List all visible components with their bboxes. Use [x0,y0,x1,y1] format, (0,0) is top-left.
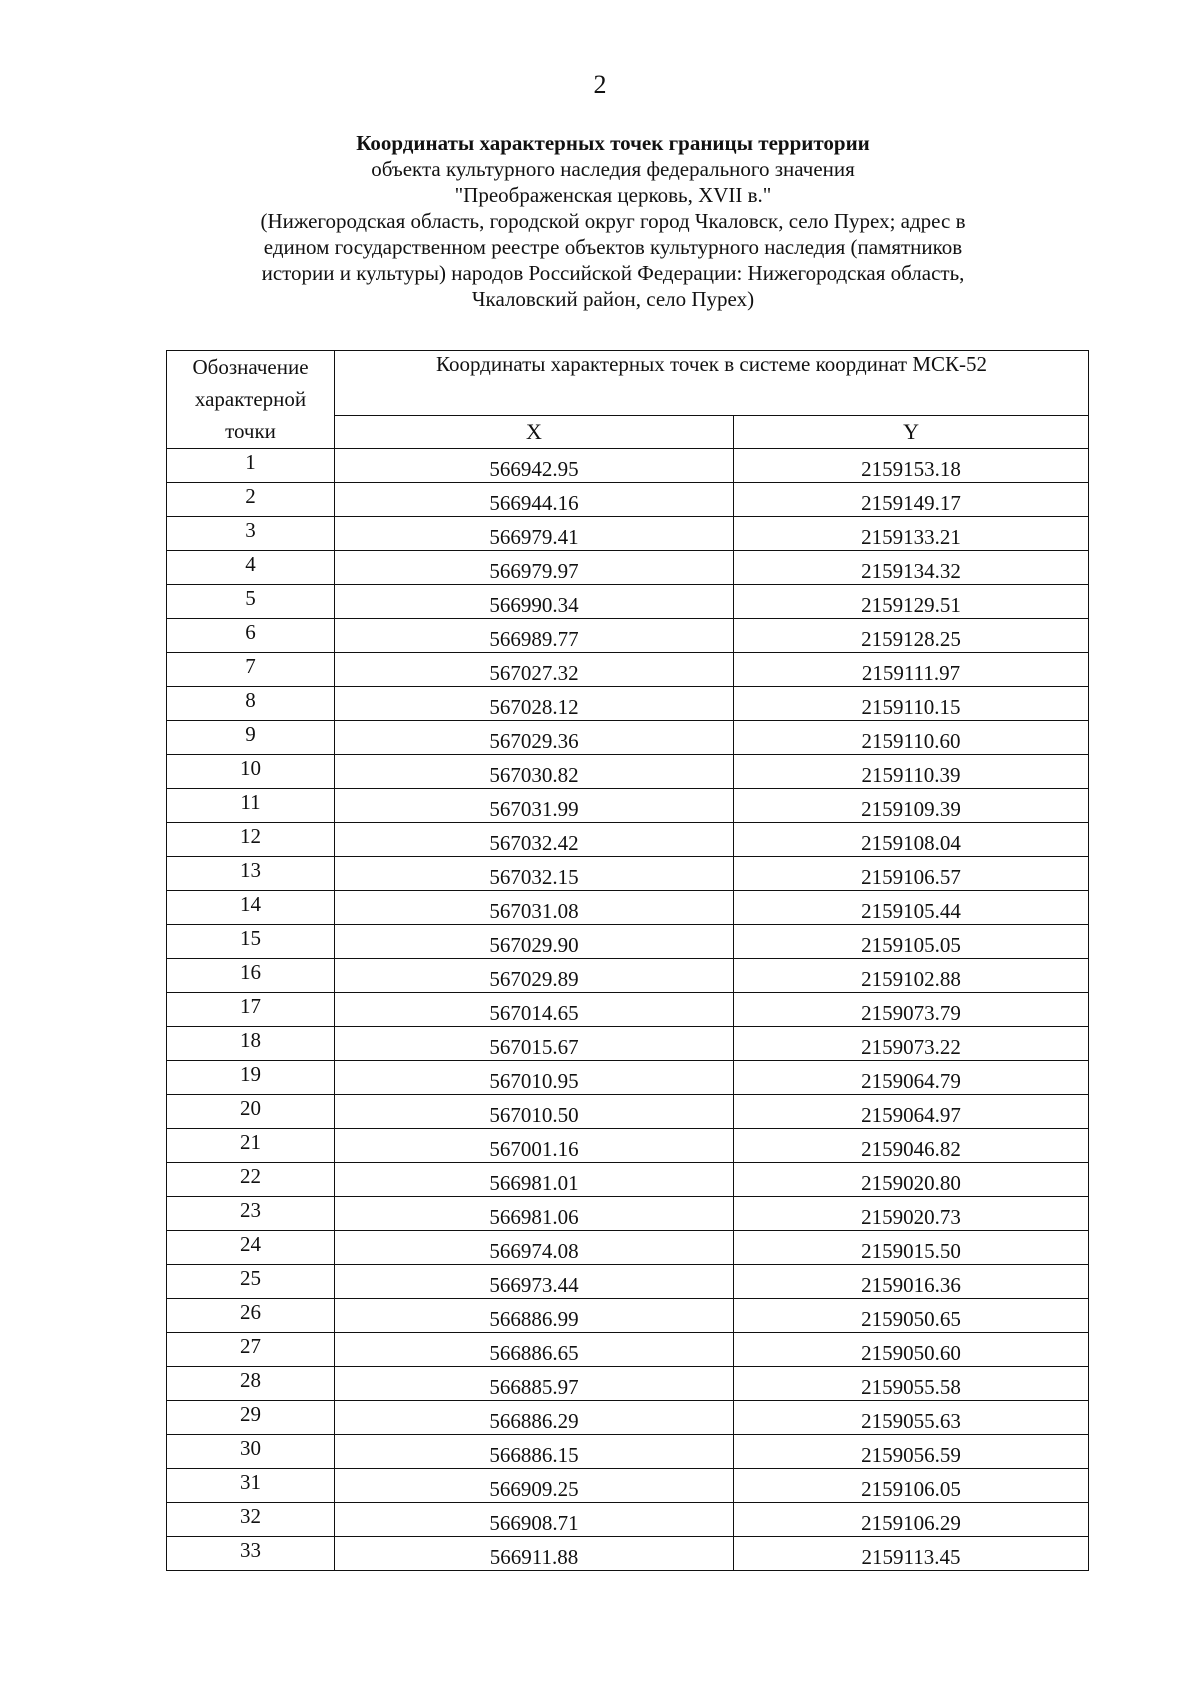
x-coordinate: 567014.65 [335,993,734,1027]
table-row [167,483,1089,517]
table-row [167,1197,1089,1231]
y-coordinate: 2159020.73 [734,1197,1089,1231]
x-coordinate: 566886.15 [335,1435,734,1469]
y-coordinate: 2159106.05 [734,1469,1089,1503]
point-number: 19 [167,1061,335,1095]
table-row [167,619,1089,653]
table-row [167,517,1089,551]
x-coordinate: 567001.16 [335,1129,734,1163]
table-row [167,551,1089,585]
heading-line: (Нижегородская область, городской округ город Чкаловск, село Пурех; адрес в [260,209,966,233]
x-coordinate: 566944.16 [335,483,734,517]
x-coordinate: 567010.50 [335,1095,734,1129]
point-number: 23 [167,1197,335,1231]
y-coordinate: 2159133.21 [734,517,1089,551]
table-row [167,1367,1089,1401]
coordinates-table [166,350,1089,1571]
y-coordinate: 2159050.60 [734,1333,1089,1367]
x-coordinate: 566886.99 [335,1299,734,1333]
table-row [167,653,1089,687]
x-coordinate: 566886.65 [335,1333,734,1367]
point-number: 10 [167,755,335,789]
point-number: 29 [167,1401,335,1435]
x-coordinate: 567031.99 [335,789,734,823]
y-coordinate: 2159056.59 [734,1435,1089,1469]
point-number: 31 [167,1469,335,1503]
point-number: 26 [167,1299,335,1333]
table-row [167,449,1089,483]
point-number: 12 [167,823,335,857]
table-row [167,755,1089,789]
y-coordinate: 2159149.17 [734,483,1089,517]
y-coordinate: 2159128.25 [734,619,1089,653]
point-number: 11 [167,789,335,823]
heading-line: едином государственном реестре объектов культурного наследия (памятников [263,235,963,259]
y-coordinate: 2159109.39 [734,789,1089,823]
table-row [167,1163,1089,1197]
heading-line: истории и культуры) народов Российской Федерации: Нижегородская область, [261,261,965,285]
point-number: 30 [167,1435,335,1469]
x-coordinate: 566979.41 [335,517,734,551]
y-coordinate: 2159015.50 [734,1231,1089,1265]
point-number: 22 [167,1163,335,1197]
y-coordinate: 2159102.88 [734,959,1089,993]
table-row [167,1401,1089,1435]
y-column-header: Y [734,416,1089,449]
x-coordinate: 566942.95 [335,449,734,483]
point-number: 18 [167,1027,335,1061]
point-number: 28 [167,1367,335,1401]
point-number: 21 [167,1129,335,1163]
point-number: 15 [167,925,335,959]
heading-line: объекта культурного наследия федерального значения [371,157,855,181]
x-coordinate: 566981.01 [335,1163,734,1197]
table-row [167,721,1089,755]
y-coordinate: 2159050.65 [734,1299,1089,1333]
y-coordinate: 2159073.22 [734,1027,1089,1061]
x-coordinate: 567031.08 [335,891,734,925]
table-row [167,1469,1089,1503]
y-coordinate: 2159055.63 [734,1401,1089,1435]
x-column-header: X [335,416,734,449]
point-designation-header: Обозначение характерной точки [167,351,335,449]
y-coordinate: 2159046.82 [734,1129,1089,1163]
x-coordinate: 567015.67 [335,1027,734,1061]
table-row [167,1537,1089,1571]
point-number: 7 [167,653,335,687]
x-coordinate: 566909.25 [335,1469,734,1503]
point-number: 13 [167,857,335,891]
y-coordinate: 2159106.57 [734,857,1089,891]
table-row [167,1231,1089,1265]
point-number: 1 [167,449,335,483]
y-coordinate: 2159064.79 [734,1061,1089,1095]
table-row [167,1129,1089,1163]
point-number: 3 [167,517,335,551]
x-coordinate: 566981.06 [335,1197,734,1231]
y-coordinate: 2159106.29 [734,1503,1089,1537]
x-coordinate: 566911.88 [335,1537,734,1571]
x-coordinate: 566989.77 [335,619,734,653]
point-number: 14 [167,891,335,925]
x-coordinate: 567028.12 [335,687,734,721]
point-number: 33 [167,1537,335,1571]
x-coordinate: 567010.95 [335,1061,734,1095]
y-coordinate: 2159020.80 [734,1163,1089,1197]
x-coordinate: 566885.97 [335,1367,734,1401]
point-number: 17 [167,993,335,1027]
table-row [167,1435,1089,1469]
point-number: 8 [167,687,335,721]
x-coordinate: 567029.36 [335,721,734,755]
x-coordinate: 567030.82 [335,755,734,789]
table-row [167,789,1089,823]
x-coordinate: 566908.71 [335,1503,734,1537]
table-row [167,925,1089,959]
heading-title: Координаты характерных точек границы территории [356,131,870,155]
x-coordinate: 566974.08 [335,1231,734,1265]
coordinate-system-header: Координаты характерных точек в системе координат МСК-52 [335,351,1089,416]
table-row [167,1333,1089,1367]
point-number: 16 [167,959,335,993]
y-coordinate: 2159111.97 [734,653,1089,687]
table-row [167,1299,1089,1333]
table-row [167,823,1089,857]
y-coordinate: 2159153.18 [734,449,1089,483]
y-coordinate: 2159064.97 [734,1095,1089,1129]
x-coordinate: 567032.15 [335,857,734,891]
y-coordinate: 2159016.36 [734,1265,1089,1299]
y-coordinate: 2159055.58 [734,1367,1089,1401]
table-row [167,1061,1089,1095]
point-number: 24 [167,1231,335,1265]
y-coordinate: 2159105.05 [734,925,1089,959]
table-body [167,449,1089,1571]
x-coordinate: 567032.42 [335,823,734,857]
heading-line: "Преображенская церковь, XVII в." [454,183,772,207]
table-row [167,1027,1089,1061]
table-row [167,585,1089,619]
table-row [167,1503,1089,1537]
y-coordinate: 2159108.04 [734,823,1089,857]
y-coordinate: 2159110.60 [734,721,1089,755]
table-row [167,1265,1089,1299]
x-coordinate: 566979.97 [335,551,734,585]
point-number: 6 [167,619,335,653]
x-coordinate: 567027.32 [335,653,734,687]
table-row [167,891,1089,925]
table-row [167,993,1089,1027]
y-coordinate: 2159073.79 [734,993,1089,1027]
point-number: 32 [167,1503,335,1537]
y-coordinate: 2159129.51 [734,585,1089,619]
heading-line: Чкаловский район, село Пурех) [471,287,755,311]
table-row [167,857,1089,891]
point-number: 4 [167,551,335,585]
point-number: 9 [167,721,335,755]
y-coordinate: 2159134.32 [734,551,1089,585]
x-coordinate: 566973.44 [335,1265,734,1299]
table-row [167,1095,1089,1129]
x-coordinate: 566990.34 [335,585,734,619]
x-coordinate: 567029.89 [335,959,734,993]
table-row [167,959,1089,993]
point-number: 2 [167,483,335,517]
point-number: 25 [167,1265,335,1299]
y-coordinate: 2159113.45 [734,1537,1089,1571]
table-row [167,687,1089,721]
point-number: 5 [167,585,335,619]
document-heading [190,130,1036,312]
y-coordinate: 2159105.44 [734,891,1089,925]
point-number: 20 [167,1095,335,1129]
x-coordinate: 567029.90 [335,925,734,959]
y-coordinate: 2159110.39 [734,755,1089,789]
page-number: 2 [593,70,607,99]
x-coordinate: 566886.29 [335,1401,734,1435]
point-number: 27 [167,1333,335,1367]
y-coordinate: 2159110.15 [734,687,1089,721]
